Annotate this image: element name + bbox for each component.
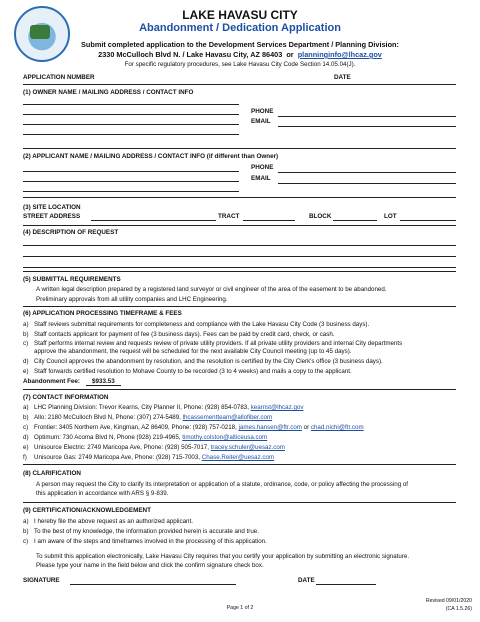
item-marker: d)	[23, 358, 29, 365]
email-link[interactable]: Chase.Reiter@uesaz.com	[201, 454, 275, 461]
applicant-phone-field[interactable]	[278, 172, 456, 173]
contact-item	[23, 454, 274, 461]
email-link[interactable]: lhcassementteam@allofiber.com	[182, 414, 273, 421]
revised-date: Revised 09/01/2020	[425, 598, 472, 604]
divider	[23, 389, 456, 390]
lot-label: LOT	[384, 213, 397, 220]
contact-item	[23, 444, 285, 451]
owner-email-label: EMAIL	[251, 118, 271, 125]
item-text: Unisource Gas: 2749 Maricopa Ave, Phone: (928) 715-7003,	[34, 454, 201, 461]
form-title: Abandonment / Dedication Application	[139, 22, 341, 34]
item-marker: a)	[23, 404, 29, 411]
signature-label: SIGNATURE	[23, 577, 60, 584]
city-title: LAKE HAVASU CITY	[182, 8, 298, 22]
street-address-field[interactable]	[91, 220, 216, 221]
item-text: Frontier: 3405 Northern Ave, Kingman, AZ 86409, Phone: (928) 757-0218,	[34, 424, 237, 431]
esign-instruction: To submit this application electronically, Lake Havasu City requires that you certify your application by submitting an electronic signature.	[36, 553, 410, 560]
list-item	[23, 331, 334, 338]
email-link[interactable]: timothy.colston@alticeusa.com	[182, 434, 268, 441]
divider	[23, 306, 456, 307]
address-text: 2330 McCulloch Blvd N. / Lake Havasu City, AZ 86403	[98, 50, 283, 59]
fee-value: $933.53	[86, 378, 121, 386]
item-text: Staff contacts applicant for payment of fee (3 business days). Fees can be paid by credit card, check, or cash.	[34, 331, 335, 338]
description-heading: (4) DESCRIPTION OF REQUEST	[23, 229, 119, 236]
divider	[23, 225, 456, 226]
application-number-label: APPLICATION NUMBER	[23, 74, 95, 81]
item-marker: a)	[23, 321, 29, 328]
signature-date-label: DATE	[298, 577, 315, 584]
item-marker: f)	[23, 454, 27, 461]
esign-instruction: Please type your name in the field below and click the confirm signature check box.	[36, 562, 264, 569]
contact-item	[23, 434, 267, 441]
email-link[interactable]: tracey.schuler@uesaz.com	[210, 444, 285, 451]
item-text: LHC Planning Division: Trevor Kearns, City Planner II, Phone: (928) 854-0783,	[34, 404, 249, 411]
item-text: Optimum: 730 Acoma Blvd N, Phone (928) 219-4965,	[34, 434, 181, 441]
item-marker: e)	[23, 444, 29, 451]
clarification-line: A person may request the City to clarify its interpretation or application of a statute, ordinance, code, or policy affecting the processing of	[36, 481, 409, 488]
item-text: Staff forwards certified resolution to Mohave County to be recorded (3 to 4 weeks) and mails a copy to the applicant.	[34, 368, 352, 375]
regulatory-note: For specific regulatory procedures, see Lake Havasu City Code Section 14.05.04(J).	[124, 61, 356, 68]
divider	[23, 148, 456, 149]
street-address-label: STREET ADDRESS	[23, 213, 81, 220]
item-text: Staff performs internal review and requests review of private utility providers. If all private utility providers and internal City departments	[34, 340, 403, 347]
submittal-line: Preliminary approvals from all utility companies and LHC Engineering.	[36, 296, 228, 303]
email-link[interactable]: kearnst@lhcaz.gov	[250, 404, 304, 411]
timeframe-heading: (6) APPLICATION PROCESSING TIMEFRAME & FEES	[23, 310, 182, 317]
divider	[23, 84, 456, 85]
item-text: I am aware of the steps and timeframes involved in the processing of this application.	[34, 538, 267, 545]
applicant-note: (if different than Owner)	[206, 153, 279, 160]
certification-heading: (9) CERTIFICATION/ACKNOWLEDGEMENT	[23, 507, 151, 514]
owner-field-line[interactable]	[23, 114, 239, 115]
clarification-heading: (8) CLARIFICATION	[23, 470, 81, 477]
owner-phone-field[interactable]	[278, 116, 456, 117]
clarification-line: this application in accordance with ARS § 9-839.	[36, 490, 169, 497]
submittal-heading: (5) SUBMITTAL REQUIREMENTS	[23, 276, 121, 283]
block-label: BLOCK	[309, 213, 332, 220]
tract-label: TRACT	[218, 213, 240, 220]
item-text: approve the abandonment, the request will be scheduled for the next available City Council meeting (up to 45 days).	[34, 348, 352, 355]
email-link[interactable]: chad.nichi@ftr.com	[310, 424, 364, 431]
list-item	[23, 518, 193, 525]
fee-label: Abandonment Fee:	[23, 378, 81, 385]
item-marker: b)	[23, 528, 29, 535]
owner-field-line[interactable]	[23, 104, 239, 105]
signature-field[interactable]	[70, 584, 236, 585]
item-marker: d)	[23, 434, 29, 441]
submit-instruction: Submit completed application to the Development Services Department / Planning Division:	[81, 40, 399, 49]
planning-email-link[interactable]: planninginfo@lhcaz.gov	[297, 50, 382, 59]
contacts-heading: (7) CONTACT INFORMATION	[23, 394, 109, 401]
list-item	[23, 348, 351, 355]
divider	[23, 464, 456, 465]
applicant-field-line[interactable]	[23, 191, 239, 192]
item-marker: c)	[23, 424, 29, 431]
applicant-heading	[23, 153, 278, 160]
list-item	[23, 358, 383, 365]
applicant-field-line[interactable]	[23, 181, 239, 182]
submittal-line: A written legal description prepared by a registered land surveyor or civil engineer of the area of the easement to be abandoned.	[36, 286, 387, 293]
applicant-email-field[interactable]	[278, 183, 456, 184]
item-text: Unisource Electric: 2749 Maricopa Ave, Phone: (928) 505-7017,	[34, 444, 209, 451]
item-marker: c)	[23, 340, 29, 347]
tract-field[interactable]	[243, 220, 295, 221]
list-item	[23, 340, 402, 347]
contact-item	[23, 404, 303, 411]
item-marker: b)	[23, 331, 29, 338]
list-item	[23, 528, 259, 535]
divider	[23, 197, 456, 198]
divider	[23, 271, 456, 272]
owner-phone-label: PHONE	[251, 108, 274, 115]
form-code: (CA 1.5.26)	[445, 606, 472, 612]
item-text: I hereby file the above request as an authorized applicant.	[34, 518, 193, 525]
description-field-line[interactable]	[23, 256, 456, 257]
item-text: Staff reviews submittal requirements for completeness and compliance with the Lake Havasu City Code (3 business days).	[34, 321, 370, 328]
owner-email-field[interactable]	[278, 126, 456, 127]
submit-address-line	[0, 50, 480, 59]
item-text: Allo: 2180 McCulloch Blvd N, Phone: (307) 274-5489,	[34, 414, 181, 421]
applicant-heading-text: (2) APPLICANT NAME / MAILING ADDRESS / CONTACT INFO	[23, 153, 206, 160]
owner-heading: (1) OWNER NAME / MAILING ADDRESS / CONTACT INFO	[23, 89, 194, 96]
owner-field-line[interactable]	[23, 124, 239, 125]
divider	[23, 502, 456, 503]
description-field-line[interactable]	[23, 267, 456, 268]
description-field-line[interactable]	[23, 245, 456, 246]
applicant-phone-label: PHONE	[251, 164, 274, 171]
lot-field[interactable]	[400, 220, 456, 221]
or-text: or	[301, 424, 311, 431]
applicant-field-line[interactable]	[23, 171, 239, 172]
item-marker: b)	[23, 414, 29, 421]
item-marker: c)	[23, 538, 29, 545]
item-text: City Council approves the abandonment by resolution, and the resolution is certified by the City Clerk's office (3 business days).	[34, 358, 383, 365]
contact-item	[23, 424, 364, 431]
owner-field-line[interactable]	[23, 134, 239, 135]
date-label: DATE	[334, 74, 351, 81]
item-text: To the best of my knowledge, the information provided herein is accurate and true.	[34, 528, 259, 535]
applicant-email-label: EMAIL	[251, 175, 271, 182]
email-link[interactable]: james.hansen@ftr.com	[238, 424, 302, 431]
list-item	[23, 368, 352, 375]
page-number: Page 1 of 2	[226, 605, 254, 611]
signature-date-field[interactable]	[316, 584, 376, 585]
site-heading: (3) SITE LOCATION	[23, 204, 81, 211]
list-item	[23, 538, 267, 545]
block-field[interactable]	[333, 220, 377, 221]
or-text: or	[286, 50, 294, 59]
item-marker: a)	[23, 518, 29, 525]
contact-item	[23, 414, 272, 421]
item-marker: e)	[23, 368, 29, 375]
list-item	[23, 321, 369, 328]
